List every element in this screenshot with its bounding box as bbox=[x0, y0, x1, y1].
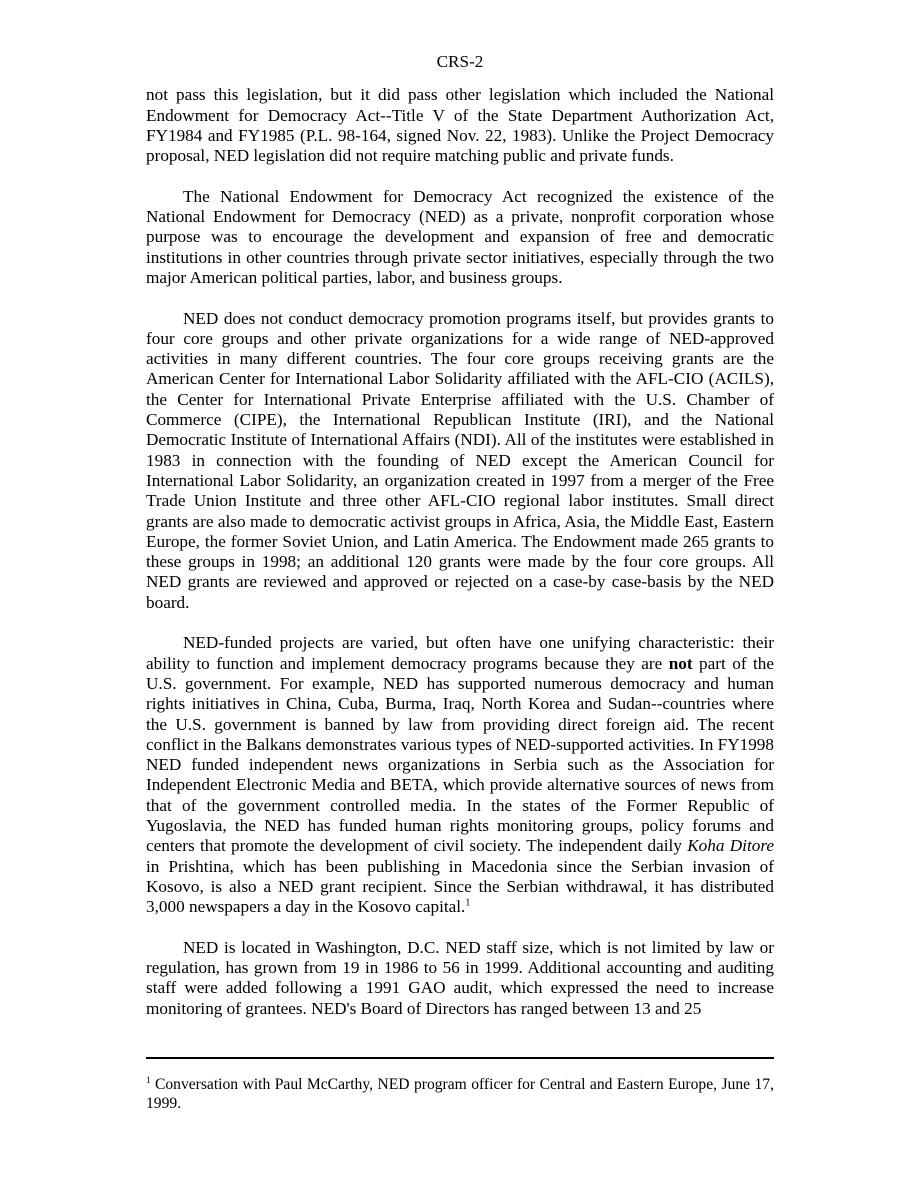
text-segment: NED-funded projects are varied, but often have one unifying characteristic: their ability to function and implement democracy programs because they are bbox=[146, 633, 774, 673]
paragraph-funded-projects bbox=[146, 633, 774, 917]
paragraph-ned-act: The National Endowment for Democracy Act recognized the existence of the National Endowment for Democracy (NED) as a private, nonprofit corporation whose purpose was to encourage the development and expansion of free and democratic institutions in other countries through private sector initiatives, especially through the two major American political parties, labor, and business groups. bbox=[146, 186, 774, 287]
page-body bbox=[146, 52, 774, 1039]
newspaper-title: Koha Ditore bbox=[687, 836, 774, 856]
footnote-text: Conversation with Paul McCarthy, NED program officer for Central and Eastern Europe, June 17, 1999. bbox=[146, 1076, 774, 1112]
paragraph-core-groups: NED does not conduct democracy promotion programs itself, but provides grants to four core groups and other private organizations for a wide range of NED-approved activities in many different countries. The four core groups receiving grants are the American Center for International Labor Solidarity affiliated with the AFL-CIO (ACILS), the Center for International Private Enterprise affiliated with the U.S. Chamber of Commerce (CIPE), the International Republican Institute (IRI), and the National Democratic Institute of International Affairs (NDI). All of the institutes were established in 1983 in connection with the founding of NED except the American Council for International Labor Solidarity, an organization created in 1997 from a merger of the Free Trade Union Institute and three other AFL-CIO regional labor institutes. Small direct grants are also made to democratic activist groups in Africa, Asia, the Middle East, Eastern Europe, the former Soviet Union, and Latin America. The Endowment made 265 grants to these groups in 1998; an additional 120 grants were made by the four core groups. All NED grants are reviewed and approved or rejected on a case-by case-basis by the NED board. bbox=[146, 308, 774, 612]
page-header: CRS-2 bbox=[436, 52, 484, 71]
footnote-marker: 1 bbox=[146, 1074, 151, 1085]
text-segment: in Prishtina, which has been publishing in Macedonia since the Serbian invasion of Kosovo, is also a NED grant recipient. Since the Serbian withdrawal, it has distributed 3,000 newspapers a day in the Kosovo capital. bbox=[146, 856, 774, 917]
paragraph-continuation: not pass this legislation, but it did pass other legislation which included the National Endowment for Democracy Act--Title V of the State Department Authorization Act, FY1984 and FY1985 (P.L. 98-164, signed Nov. 22, 1983). Unlike the Project Democracy proposal, NED legislation did not require matching public and private funds. bbox=[146, 85, 774, 166]
footnote bbox=[146, 1075, 774, 1113]
paragraph-staff: NED is located in Washington, D.C. NED staff size, which is not limited by law or regulation, has grown from 19 in 1986 to 56 in 1999. Additional accounting and auditing staff were added following a 1991 GAO audit, which expressed the need to increase monitoring of grantees. NED's Board of Directors has ranged between 13 and 25 bbox=[146, 937, 774, 1018]
text-segment: part of the U.S. government. For example, NED has supported numerous democracy and human rights initiatives in China, Cuba, Burma, Iraq, North Korea and Sudan--countries where the U.S. government is banned by law from providing direct foreign aid. The recent conflict in the Balkans demonstrates various types of NED-supported activities. In FY1998 NED funded independent news organizations in Serbia such as the Association for Independent Electronic Media and BETA, which provide alternative sources of news from that of the government controlled media. In the states of the Former Republic of Yugoslavia, the NED has funded human rights monitoring groups, policy forums and centers that promote the development of civil society. The independent daily bbox=[146, 653, 774, 856]
emphasis-not: not bbox=[668, 653, 693, 673]
footnote-reference: 1 bbox=[465, 897, 471, 909]
footnote-divider bbox=[146, 1057, 774, 1059]
